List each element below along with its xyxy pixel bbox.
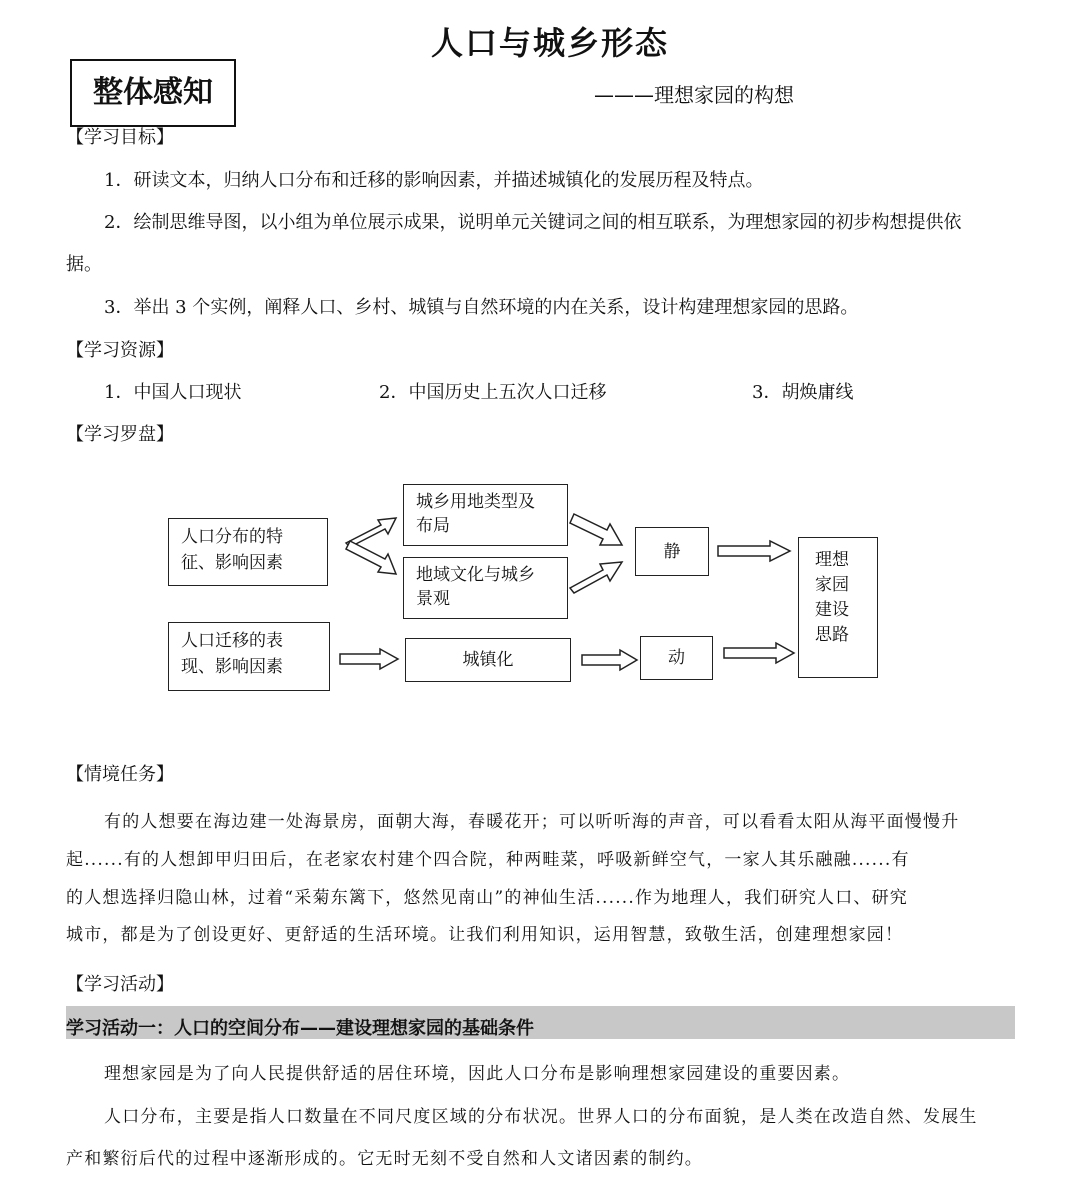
section-box-label: 整体感知	[70, 59, 236, 127]
box-regional-culture-line2: 景观	[416, 589, 450, 609]
box-population-migration-line1: 人口迁移的表	[181, 631, 283, 651]
goal-item-1: 1．研读文本，归纳人口分布和迁移的影响因素，并描述城镇化的发展历程及特点。	[104, 170, 764, 191]
resource-item-2: 2．中国历史上五次人口迁移	[379, 382, 607, 403]
goal-item-3: 3．举出 3 个实例，阐释人口、乡村、城镇与自然环境的内在关系，设计构建理想家园的思路。	[104, 297, 859, 318]
scenario-line-3: 的人想选择归隐山林，过着“采菊东篱下，悠然见南山”的神仙生活......作为地理人，我们研究人口、研究	[66, 888, 909, 908]
box-regional-culture-line1: 地域文化与城乡	[416, 565, 535, 585]
box-population-migration	[168, 622, 330, 691]
scenario-line-2: 起......有的人想卸甲归田后，在老家农村建个四合院，种两畦菜，呼吸新鲜空气，一家人其乐融融......有	[66, 850, 910, 870]
resource-item-1: 1．中国人口现状	[104, 382, 242, 403]
box-ideal-home-plan	[798, 537, 878, 678]
arrow-static-to-result	[718, 541, 790, 561]
page-title: 人口与城乡形态	[430, 24, 669, 62]
goals-heading: 【学习目标】	[66, 127, 174, 148]
activity-1-paragraph-2-line1: 人口分布，主要是指人口数量在不同尺度区域的分布状况。世界人口的分布面貌，是人类在改造自然、发展生	[104, 1107, 978, 1127]
activity-1-paragraph-2-line2: 产和繁衍后代的过程中逐渐形成的。它无时无刻不受自然和人文诸因素的制约。	[66, 1149, 703, 1169]
resource-item-3: 3．胡焕庸线	[752, 382, 854, 403]
goal-item-2-line2: 据。	[66, 254, 102, 275]
box-result-line2: 家园	[815, 575, 849, 595]
box-result-line3: 建设	[815, 600, 849, 620]
activity-1-paragraph-1: 理想家园是为了向人民提供舒适的居住环境，因此人口分布是影响理想家园建设的重要因素。	[104, 1064, 851, 1084]
activities-heading: 【学习活动】	[66, 974, 174, 995]
scenario-heading: 【情境任务】	[66, 764, 174, 785]
box-population-migration-line2: 现、影响因素	[181, 657, 283, 677]
page-subtitle: ———理想家园的构想	[594, 83, 794, 107]
scenario-line-4: 城市，都是为了创设更好、更舒适的生活环境。让我们利用知识，运用智慧，致敬生活，创建理想家园！	[66, 925, 904, 945]
box-land-use-line1: 城乡用地类型及	[416, 492, 535, 512]
box-result-line4: 思路	[815, 625, 849, 645]
scenario-line-1: 有的人想要在海边建一处海景房，面朝大海，春暖花开；可以听听海的声音，可以看看太阳从海平面慢慢升	[104, 812, 960, 832]
box-population-distribution-line1: 人口分布的特	[181, 527, 283, 547]
box-dynamic: 动	[640, 636, 713, 680]
arrow-dynamic-to-result	[724, 643, 794, 663]
goal-item-2-line1: 2．绘制思维导图，以小组为单位展示成果，说明单元关键词之间的相互联系，为理想家园的初步构想提供依	[104, 212, 962, 233]
arrow-migration-to-urban	[340, 649, 398, 669]
compass-heading: 【学习罗盘】	[66, 424, 174, 445]
box-population-distribution-line2: 征、影响因素	[181, 553, 283, 573]
box-land-use	[403, 484, 568, 546]
arrow-to-culture	[346, 541, 396, 574]
box-result-line1: 理想	[815, 550, 849, 570]
arrow-culture-to-static	[570, 562, 622, 593]
box-regional-culture	[403, 557, 568, 619]
arrow-land-use-to-static	[570, 514, 622, 545]
box-static: 静	[635, 527, 709, 576]
box-land-use-line2: 布局	[416, 516, 450, 536]
box-population-distribution	[168, 518, 328, 586]
box-urbanization: 城镇化	[405, 638, 571, 682]
arrow-urban-to-dynamic	[582, 650, 637, 670]
activity-1-title: 学习活动一：人口的空间分布——建设理想家园的基础条件	[66, 1018, 534, 1039]
resources-heading: 【学习资源】	[66, 340, 174, 361]
